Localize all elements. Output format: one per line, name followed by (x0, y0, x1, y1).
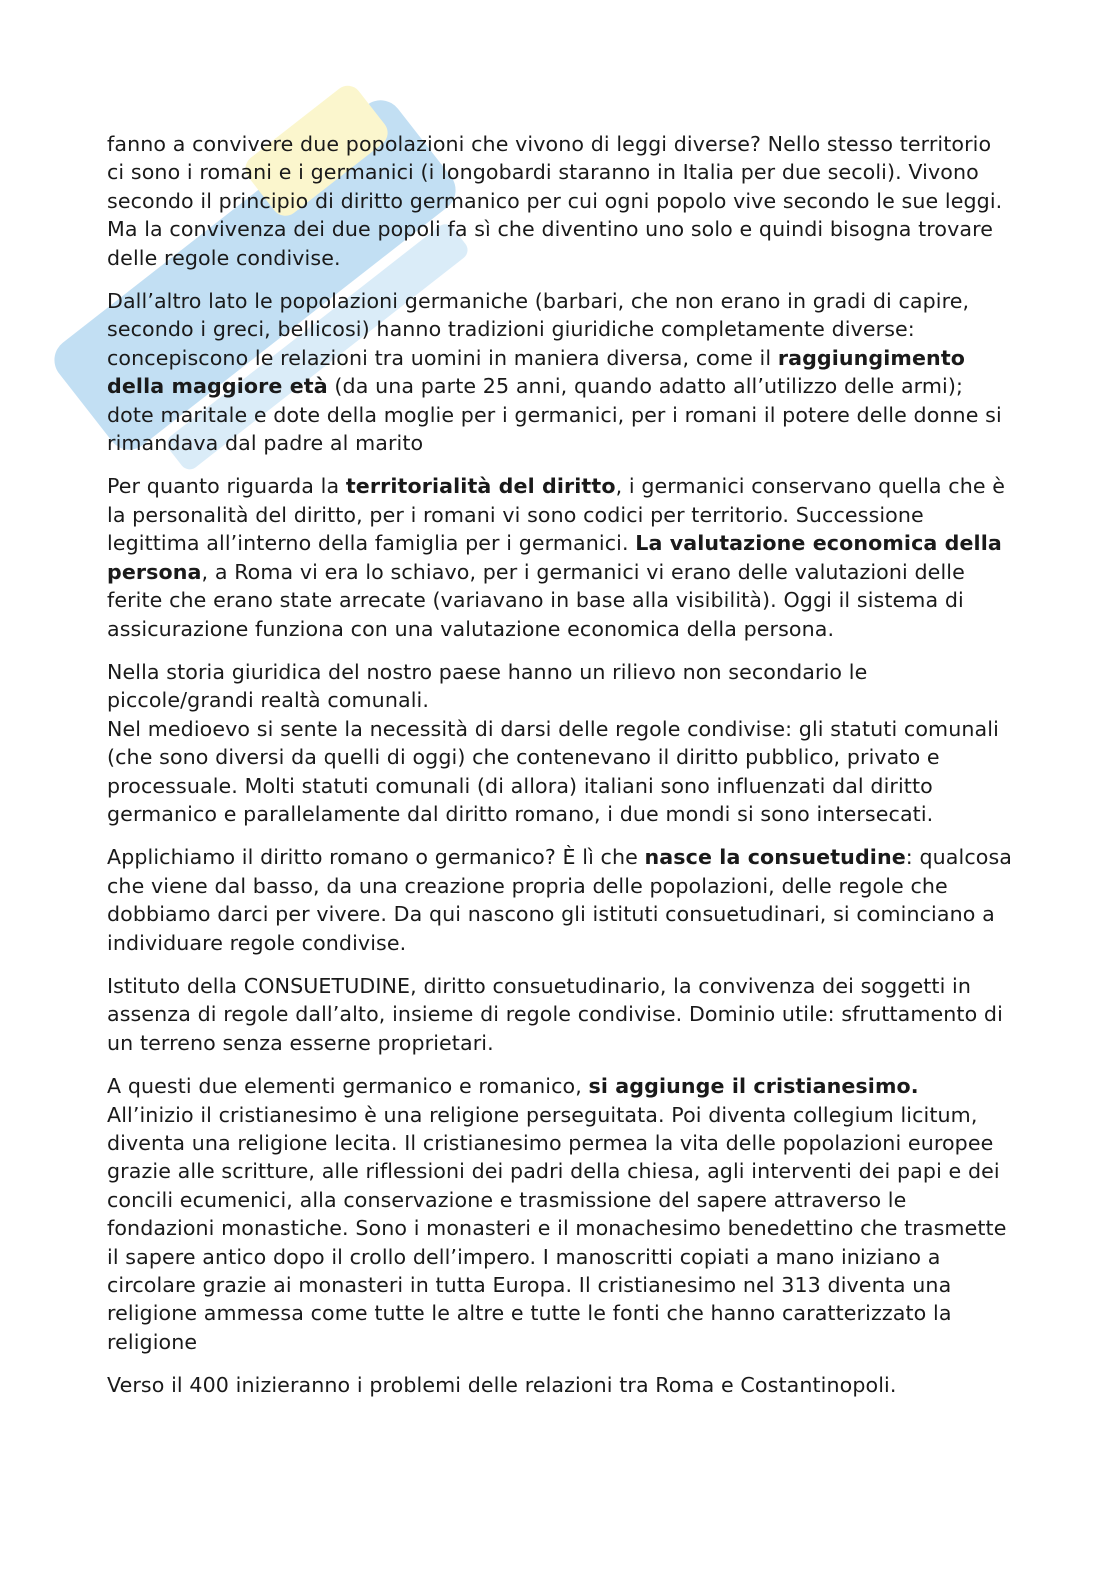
paragraph (107, 658, 1012, 828)
text-run: Dall’altro lato le popolazioni germaniche (barbari, che non erano in gradi di capire, secondo i greci, bellicosi) hanno tradizioni giuridiche completamente diverse: concepiscono le relazioni tra uomini in maniera diversa, come il (107, 289, 970, 370)
paragraph (107, 1072, 1012, 1356)
text-run: Nel medioevo si sente la necessità di darsi delle regole condivise: gli statuti comunali (che sono diversi da quelli di oggi) che contenevano il diritto pubblico, privato e processuale. Molti statuti comunali (di allora) italiani sono influenzati dal diritto germanico e parallelamente dal diritto romano, i due mondi si sono intersecati. (107, 716, 999, 826)
text-run: Per quanto riguarda la (107, 474, 346, 499)
text-run: (da una parte 25 anni, quando adatto all’utilizzo delle armi); dote maritale e dote della moglie per i germanici, per i romani il potere delle donne si rimandava dal padre al marito (107, 374, 1002, 456)
text-run: All’inizio il cristianesimo è una religione perseguitata. Poi diventa collegium licitum, diventa una religione lecita. Il cristianesimo permea la vita delle popolazioni europee grazie alle scritture, alle riflessioni dei padri della chiesa, agli interventi dei papi e dei concili ecumenici, alla conservazione e trasmissione del sapere attraverso le fondazioni monastiche. Sono i monasteri e il monachesimo benedettino che trasmette il sapere antico dopo il crollo dell’impero. I manoscritti copiati a mano iniziano a circolare grazie ai monasteri in tutta Europa. Il cristianesimo nel 313 diventa una religione ammessa come tutte le altre e tutte le fonti che hanno caratterizzato la religione (107, 1102, 1007, 1354)
paragraph (107, 972, 1012, 1057)
text-run: : qualcosa che viene dal basso, da una creazione propria delle popolazioni, delle regole che dobbiamo darci per vivere. Da qui nascono gli istituti consuetudinari, si cominciano a individuare regole condivise. (107, 845, 1013, 955)
text-run: A questi due elementi germanico e romanico, (107, 1074, 589, 1099)
paragraph (107, 843, 1012, 957)
paragraph (107, 472, 1012, 642)
paragraph (107, 130, 1012, 272)
text-run: Verso il 400 inizieranno i problemi delle relazioni tra Roma e Costantinopoli. (107, 1373, 897, 1398)
bold-text: raggiungimento della maggiore età (107, 345, 966, 399)
text-run: fanno a convivere due popolazioni che vivono di leggi diverse? Nello stesso territorio ci sono i romani e i germanici (i longobardi staranno in Italia per due secoli). Vivono secondo il principio di diritto germanico per cui ogni popolo vive secondo le sue leggi. Ma la convivenza dei due popoli fa sì che diventino uno solo e quindi bisogna trovare delle regole condivise. (107, 132, 1003, 270)
bold-text: La valutazione economica della persona (107, 531, 1002, 584)
paragraph (107, 1371, 1012, 1399)
bold-text: si aggiunge il cristianesimo. (588, 1074, 919, 1099)
bold-text: territorialità del diritto (345, 474, 616, 499)
text-run: Applichiamo il diritto romano o germanico? È lì che (107, 845, 645, 870)
document-body (107, 130, 1012, 1415)
text-run: , a Roma vi era lo schiavo, per i germanici vi erano delle valutazioni delle ferite che erano state arrecate (variavano in base alla visibilità). Oggi il sistema di assicurazione funziona con una valutazione economica della persona. (107, 559, 965, 641)
bold-text: nasce la consuetudine (644, 845, 906, 870)
paragraph (107, 287, 1012, 457)
text-run: , i germanici conservano quella che è la personalità del diritto, per i romani vi sono codici per territorio. Successione legittima all’interno della famiglia per i germanici. (107, 474, 1006, 556)
text-run: Nella storia giuridica del nostro paese hanno un rilievo non secondario le piccole/grandi realtà comunali. (107, 659, 868, 713)
text-run: Istituto della CONSUETUDINE, diritto consuetudinario, la convivenza dei soggetti in assenza di regole dall’alto, insieme di regole condivise. Dominio utile: sfruttamento di un terreno senza esserne proprietari. (107, 973, 1003, 1055)
